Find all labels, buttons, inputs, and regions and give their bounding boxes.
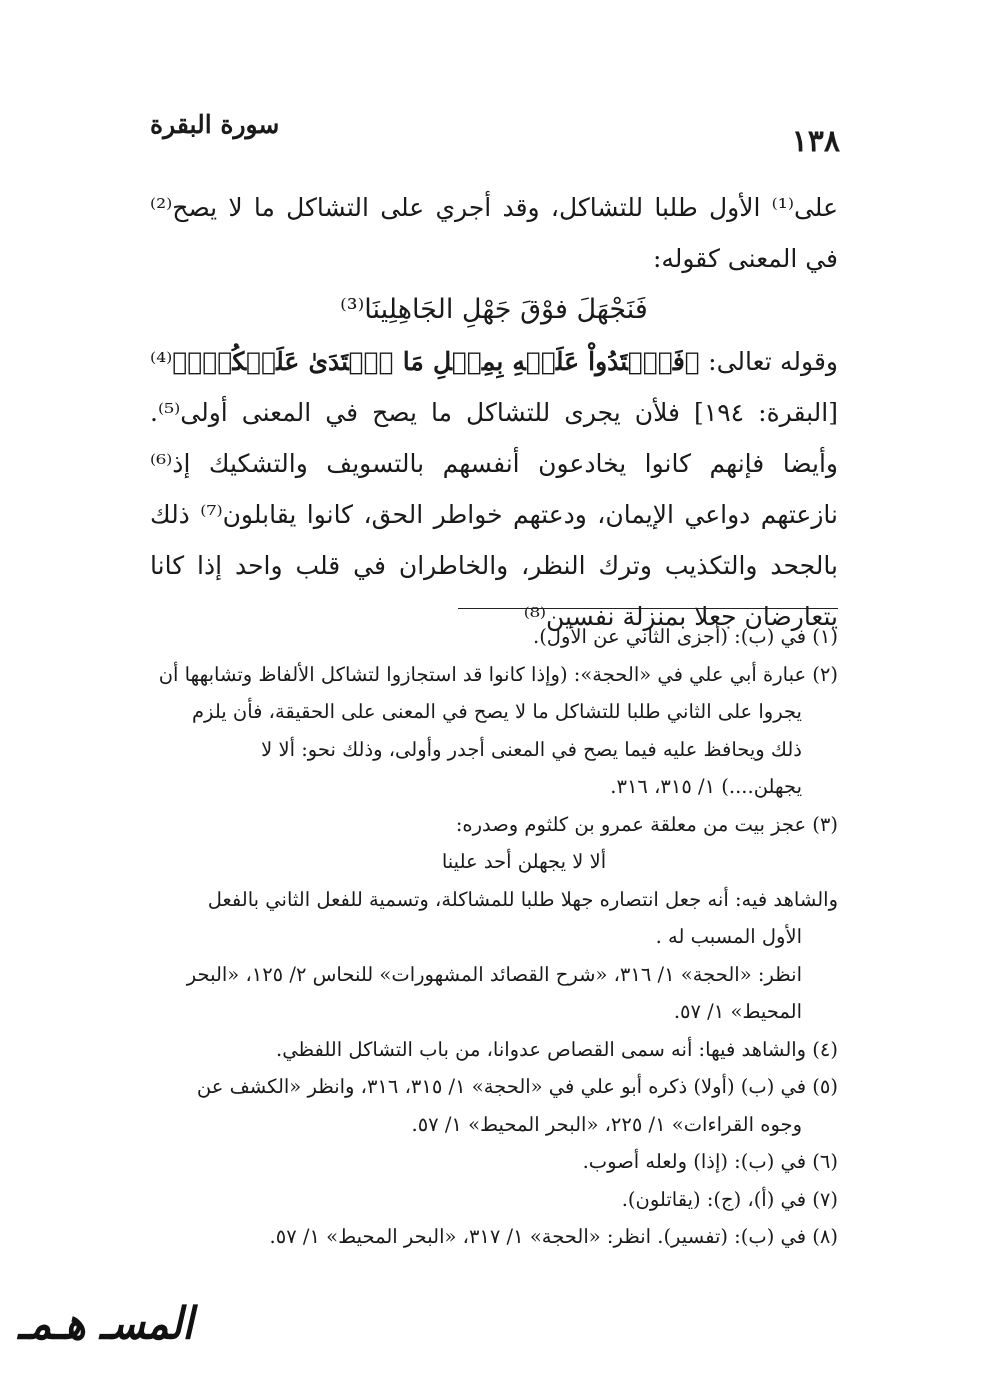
paragraph-2-intro: وقوله تعالى: [708, 347, 838, 376]
main-text [150, 182, 838, 642]
logo-calligraphy-icon: المسـ ﻫـمـ [18, 1297, 194, 1350]
footnote-5: (٥) في (ب) (أولا) ذكره أبو علي في «الحجة» ١/ ٣١٥، ٣١٦، وانظر «الكشف عن [196, 1075, 838, 1098]
footnote-2-line-2: يجروا على الثاني طلبا للتشاكل ما لا يصح في المعنى على الحقيقة، فأن يلزم [191, 700, 802, 723]
page-number: ١٣٨ [791, 124, 840, 159]
footnote-2-line-3: ذلك ويحافظ عليه فيما يصح في المعنى أجدر وأولى، وذلك نحو: ألا لا [261, 737, 802, 761]
footnote-3-line-3: الأول المسبب له . [655, 925, 802, 948]
surah-title: سورة البقرة [150, 110, 280, 139]
paragraph-2-rest: ⁽⁴⁾ [البقرة: ١٩٤] فلأن يجرى للتشاكل ما يصح في المعنى أولى⁽⁵⁾. وأيضا فإنهم كانوا يخادعون أنفسهم بالتسويف والتشكيك إذ⁽⁶⁾ نازعتهم دواعي الإيمان، ودعتهم خواطر الحق، كانوا يقابلون⁽⁷⁾ ذلك بالجحد والتكذيب وترك النظر، والخاطران في قلب واحد إذا كانا يتعارضان جعلا بمنزلة نفسين⁽⁸⁾ [150, 347, 838, 631]
footnote-3: (٣) عجز بيت من معلقة عمرو بن كلثوم وصدره: [455, 812, 838, 836]
publisher-logo [8, 1297, 194, 1370]
footnote-3-line-5: المحيط» ١/ ٥٧. [673, 1000, 802, 1023]
footnote-2-line-4: يجهلن....) ١/ ٣١٥، ٣١٦. [610, 775, 802, 798]
page-header [150, 110, 840, 160]
footnote-6: (٦) في (ب): (إذا) ولعله أصوب. [582, 1150, 838, 1173]
footnotes [150, 618, 838, 1256]
footnote-3-verse: ألا لا يجهلن أحد علينا [441, 850, 607, 873]
footnote-3-line-2: والشاهد فيه: أنه جعل انتصاره جهلا طلبا للمشاكلة، وتسمية للفعل الثاني بالفعل [207, 887, 838, 911]
paragraph-2 [150, 336, 838, 642]
footnote-4: (٤) والشاهد فيها: أنه سمى القصاص عدوانا، من باب التشاكل اللفظي. [276, 1037, 838, 1061]
paragraph-1: على⁽¹⁾ الأول طلبا للتشاكل، وقد أجري على التشاكل ما لا يصح⁽²⁾ في المعنى كقوله: [150, 193, 838, 273]
footnote-1: (١) في (ب): (أجزى الثاني عن الأول). [533, 625, 838, 648]
footnote-separator [458, 608, 838, 609]
footnote-7: (٧) في (أ)، (ج): (يقاتلون). [621, 1187, 838, 1211]
footnote-3-line-4: انظر: «الحجة» ١/ ٣١٦، «شرح القصائد المشهورات» للنحاس ٢/ ١٢٥، «البحر [186, 962, 802, 986]
footnote-5-line-2: وجوه القراءات» ١/ ٢٢٥، «البحر المحيط» ١/ ٥٧. [411, 1112, 802, 1136]
quran-verse: ﴿فَٱعۡتَدُواْ عَلَيۡهِ بِمِثۡلِ مَا ٱعۡتَدَىٰ عَلَيۡكُمۡۚ﴾ [172, 347, 700, 376]
footnote-2: (٢) عبارة أبي علي في «الحجة»: (وإذا كانوا قد استجازوا لتشاكل الألفاظ وتشابهها أن [158, 662, 838, 686]
poetry-verse: فَنَجْهَلَ فوْقَ جَهْلِ الجَاهِلِينَا⁽³⁾ [340, 294, 648, 325]
footnote-8: (٨) في (ب): (تفسير). انظر: «الحجة» ١/ ٣١٧، «البحر المحيط» ١/ ٥٧. [269, 1225, 838, 1248]
